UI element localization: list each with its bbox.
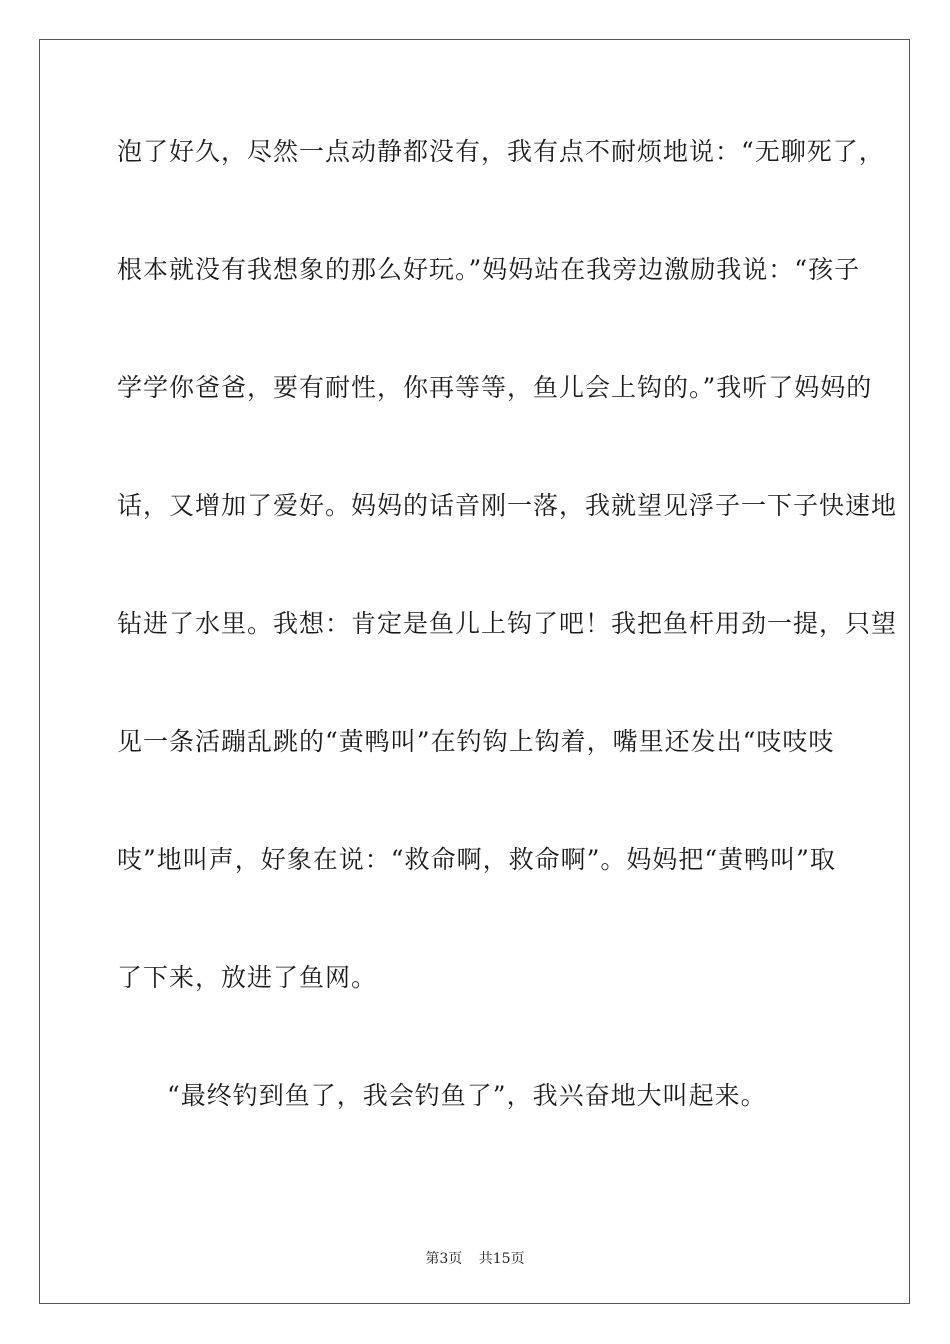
page-border <box>39 39 910 1304</box>
page-number: 第3页 <box>425 1251 463 1267</box>
paragraph-line: 学学你爸爸，要有耐性，你再等等，鱼儿会上钩的。”我听了妈妈的 <box>117 373 873 402</box>
paragraph-line: 钻进了水里。我想：肯定是鱼儿上钩了吧！我把鱼杆用劲一提，只望 <box>117 609 898 638</box>
paragraph-line: 泡了好久，尽然一点动静都没有，我有点不耐烦地说：“无聊死了， <box>117 137 885 166</box>
paragraph-line: 了下来，放进了鱼网。 <box>117 963 378 992</box>
paragraph-line: 根本就没有我想象的那么好玩。”妈妈站在我旁边激励我说：“孩子 <box>117 255 861 284</box>
paragraph-line: 话，又增加了爱好。妈妈的话音刚一落，我就望见浮子一下子快速地 <box>117 491 898 520</box>
total-pages: 共15页 <box>478 1251 525 1267</box>
page-footer <box>0 1248 950 1268</box>
paragraph-line: 见一条活蹦乱跳的“黄鸭叫”在钓钩上钩着，嘴里还发出“吱吱吱 <box>117 727 835 756</box>
paragraph-line: 吱”地叫声，好象在说：“救命啊，救命啊”。妈妈把“黄鸭叫”取 <box>117 845 836 874</box>
paragraph-line: “最终钓到鱼了，我会钓鱼了”，我兴奋地大叫起来。 <box>167 1081 767 1110</box>
